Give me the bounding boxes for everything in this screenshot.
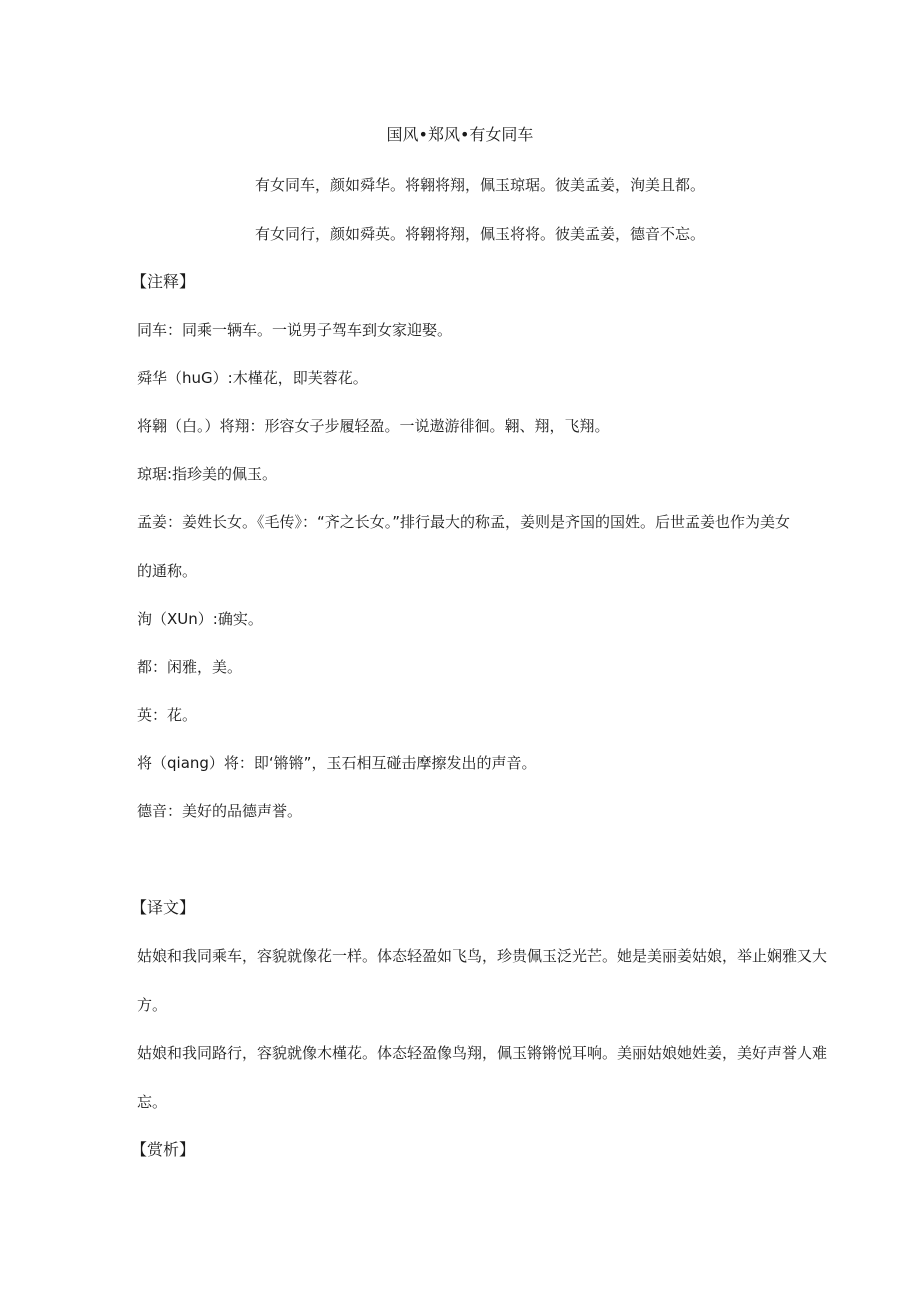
notes-heading: 【注释】 <box>131 272 196 291</box>
note-line: 琼琚:指珍美的佩玉。 <box>137 465 278 483</box>
note-line: 的通称。 <box>137 562 198 580</box>
note-line: 洵（XUn）:确实。 <box>137 610 263 628</box>
note-line: 德音：美好的品德声誉。 <box>137 802 303 820</box>
note-line: 都：闲雅，美。 <box>137 658 243 676</box>
translation-line: 姑娘和我同乘车，容貌就像花一样。体态轻盈如飞鸟，珍贵佩玉泛光芒。她是美丽姜姑娘，举止娴雅又大 <box>137 947 828 965</box>
verse-line-1: 有女同车，颜如舜华。将翱将翔，佩玉琼琚。彼美孟姜，洵美且都。 <box>254 176 705 194</box>
note-line: 将（qiang）将：即‘锵锵”，玉石相互碰击摩擦发出的声音。 <box>137 754 537 772</box>
note-line: 同车：同乘一辆车。一说男子驾车到女家迎娶。 <box>137 321 453 339</box>
note-line: 英：花。 <box>137 706 198 724</box>
translation-line: 姑娘和我同路行，容貌就像木槿花。体态轻盈像鸟翔，佩玉锵锵悦耳响。美丽姑娘她姓姜，美好声誉人难 <box>137 1044 828 1062</box>
translation-heading: 【译文】 <box>131 898 196 917</box>
translation-line: 方。 <box>137 996 168 1014</box>
note-line: 将翱（白。）将翔：形容女子步履轻盈。一说遨游徘徊。翱、翔，飞翔。 <box>137 417 610 435</box>
note-line: 舜华（huG）:木槿花，即芙蓉花。 <box>137 369 368 387</box>
translation-line: 忘。 <box>137 1093 168 1111</box>
appreciation-heading: 【赏析】 <box>131 1140 196 1159</box>
note-line: 孟姜：姜姓长女。《毛传》：“齐之长女。”排行最大的称孟，姜则是齐国的国姓。后世孟姜也作为美女 <box>137 513 791 531</box>
poem-title: 国风•郑风•有女同车 <box>386 125 534 144</box>
verse-line-2: 有女同行，颜如舜英。将翱将翔，佩玉将将。彼美孟姜，德音不忘。 <box>254 225 705 243</box>
